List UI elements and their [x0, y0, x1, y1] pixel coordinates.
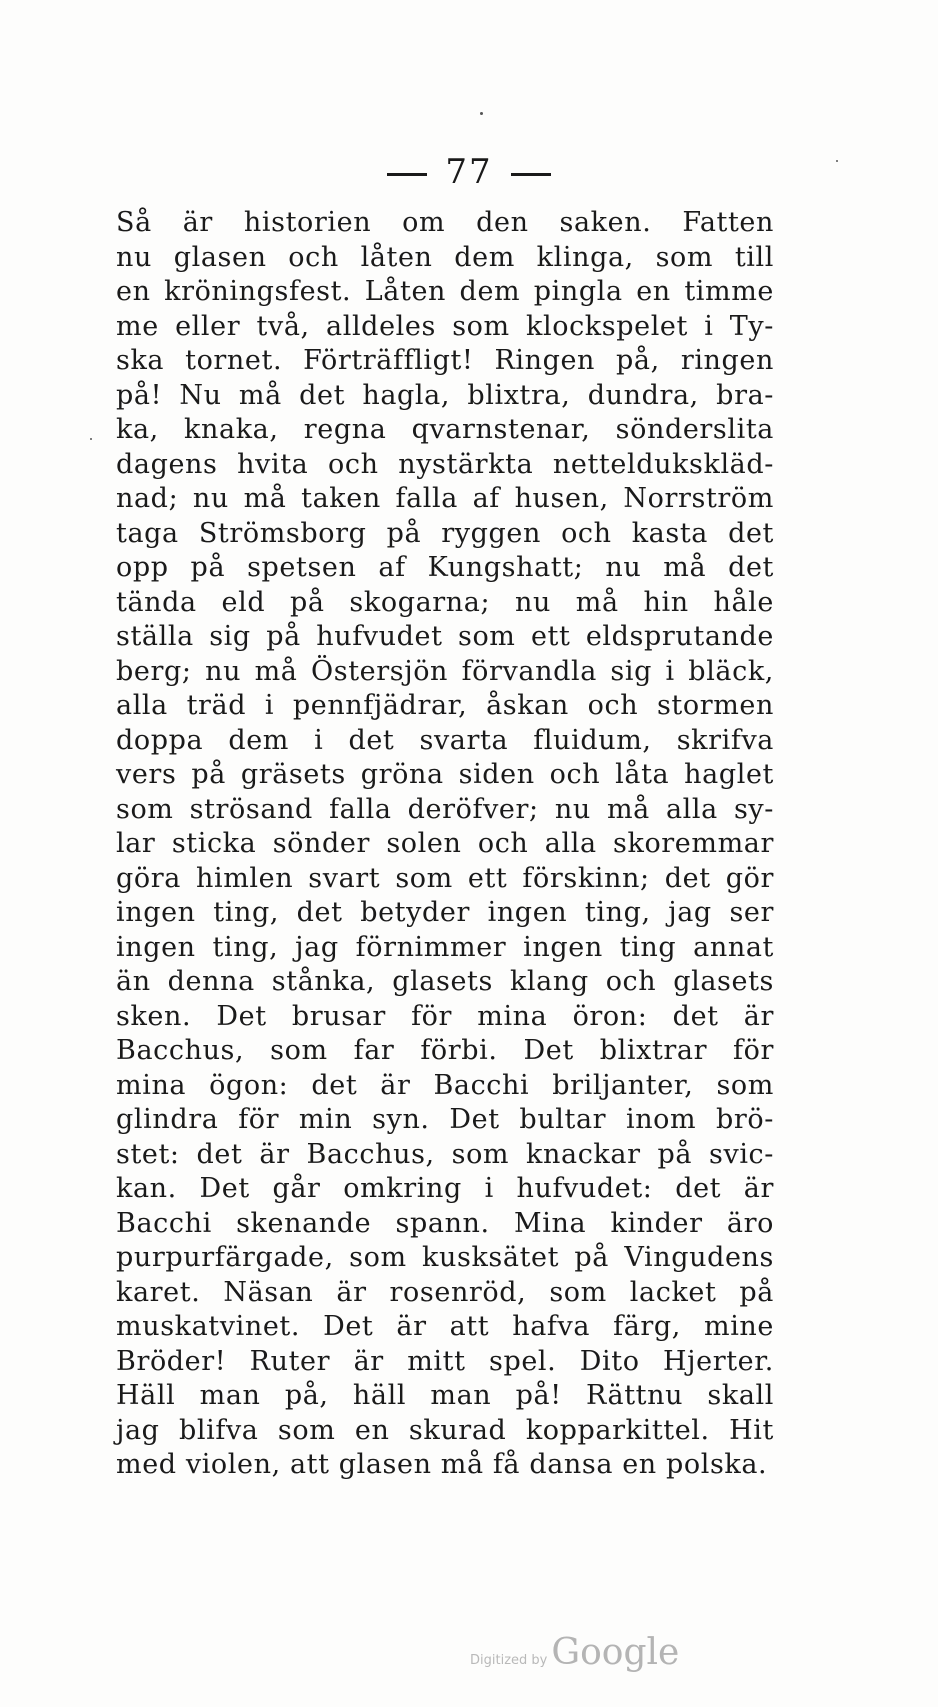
text-line: nad; nu må taken falla af husen, Norrström — [116, 483, 774, 514]
text-line: som strösand falla deröfver; nu må alla sy- — [116, 793, 774, 825]
ink-speck — [90, 438, 92, 440]
body-text — [116, 206, 774, 1483]
text-line: på! Nu må det hagla, blixtra, dundra, bra- — [116, 379, 774, 411]
text-line: med violen, att glasen må få dansa en polska. — [116, 1449, 768, 1480]
text-line: stet: det är Bacchus, som knackar på svic- — [116, 1138, 774, 1170]
text-line: vers på gräsets gröna siden och låta haglet — [116, 759, 774, 790]
text-line: Bröder! Ruter är mitt spel. Dito Hjerter. — [116, 1345, 774, 1377]
watermark-prefix: Digitized by — [470, 1653, 548, 1668]
text-line: Häll man på, häll man på! Rättnu skall — [116, 1380, 774, 1411]
text-line: berg; nu må Östersjön förvandla sig i bläck, — [116, 655, 774, 687]
text-line: en kröningsfest. Låten dem pingla en timme — [116, 276, 774, 307]
watermark-brand: Google — [551, 1632, 680, 1673]
text-line: ka, knaka, regna qvarnstenar, sönderslita — [116, 414, 774, 445]
text-line: göra himlen svart som ett förskinn; det gör — [116, 862, 774, 894]
text-line: muskatvinet. Det är att hafva färg, mine — [116, 1311, 774, 1342]
page-number — [0, 152, 938, 192]
text-line: purpurfärgade, som kusksätet på Vingudens — [116, 1242, 774, 1273]
text-line: än denna stånka, glasets klang och glasets — [116, 966, 774, 997]
text-line: opp på spetsen af Kungshatt; nu må det — [116, 552, 774, 583]
text-line: Bacchi skenande spann. Mina kinder äro — [116, 1207, 774, 1239]
text-line: tända eld på skogarna; nu må hin håle — [116, 586, 774, 618]
text-line: ställa sig på hufvudet som ett eldsprutande — [116, 621, 774, 652]
text-line: lar sticka sönder solen och alla skoremmar — [116, 828, 774, 859]
text-line: taga Strömsborg på ryggen och kasta det — [116, 517, 774, 549]
ink-speck — [480, 112, 483, 115]
page-number-dash-right — [511, 173, 551, 176]
text-line: me eller två, alldeles som klockspelet i Ty- — [116, 310, 774, 342]
text-line: mina ögon: det är Bacchi briljanter, som — [116, 1069, 774, 1101]
text-line: kan. Det går omkring i hufvudet: det är — [116, 1173, 774, 1204]
text-line: Bacchus, som far förbi. Det blixtrar för — [116, 1035, 774, 1066]
text-line: ingen ting, jag förnimmer ingen ting annat — [116, 931, 774, 963]
page-number-value: 77 — [445, 152, 493, 192]
text-line: doppa dem i det svarta fluidum, skrifva — [116, 724, 774, 756]
text-line: nu glasen och låten dem klinga, som till — [116, 241, 774, 273]
text-line: ingen ting, det betyder ingen ting, jag ser — [116, 897, 774, 928]
text-line: glindra för min syn. Det bultar inom brö- — [116, 1104, 774, 1135]
digitization-watermark — [470, 1632, 679, 1673]
text-line: alla träd i pennfjädrar, åskan och stormen — [116, 690, 774, 721]
text-line: ska tornet. Förträffligt! Ringen på, ringen — [116, 345, 774, 376]
text-line: dagens hvita och nystärkta netteldukskläd- — [116, 448, 774, 480]
text-line: Så är historien om den saken. Fatten — [116, 207, 774, 238]
page-number-dash-left — [387, 173, 427, 176]
text-line: jag blifva som en skurad kopparkittel. Hit — [116, 1414, 774, 1446]
text-line: sken. Det brusar för mina öron: det är — [116, 1000, 774, 1032]
text-line: karet. Näsan är rosenröd, som lacket på — [116, 1276, 774, 1308]
